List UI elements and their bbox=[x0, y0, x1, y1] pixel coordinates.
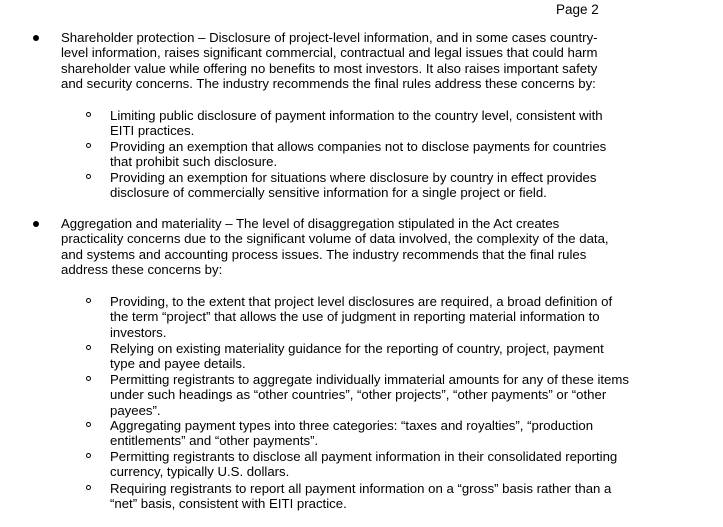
bullet-text: Aggregation and materiality – The level of disaggregation stipulated in the Act creates practicality concerns due to the significant volume of data involved, the complexity of the data, and systems and accounting process issues. The industry recommends that the final rules address these concerns by: bbox=[61, 216, 609, 278]
sub-bullet-circle-icon bbox=[86, 422, 91, 427]
sub-item-text: Requiring registrants to report all payment information on a “gross” basis rather than a “net” basis, consistent with EITI practice. bbox=[110, 481, 612, 512]
sub-bullet-circle-icon bbox=[86, 453, 91, 458]
bullet-disc-icon bbox=[33, 35, 39, 41]
sub-item-text: Providing, to the extent that project level disclosures are required, a broad definition of the term “project” that allows the use of judgment in reporting material information to investors. bbox=[110, 294, 613, 340]
bullet-disc-icon bbox=[33, 221, 39, 227]
sub-item-text: Aggregating payment types into three categories: “taxes and royalties”, “production entitlements” and “other payments”. bbox=[110, 418, 594, 449]
sub-bullet-circle-icon bbox=[86, 112, 91, 117]
sub-item-text: Permitting registrants to aggregate individually immaterial amounts for any of these items under such headings as “other countries”, “other projects”, “other payments” or “other payees”. bbox=[110, 372, 629, 418]
page-number: Page 2 bbox=[556, 2, 599, 17]
sub-item-text: Providing an exemption for situations where disclosure by country in effect provides disclosure of commercially sensitive information for a single project or field. bbox=[110, 170, 597, 201]
sub-bullet-circle-icon bbox=[86, 174, 91, 179]
sub-item-text: Permitting registrants to disclose all payment information in their consolidated reporting currency, typically U.S. dollars. bbox=[110, 449, 618, 480]
bullet-text: Shareholder protection – Disclosure of project-level information, and in some cases country-level information, raises significant commercial, contractual and legal issues that could harm shareholder value while offering no benefits to most investors. It also raises important safety and security concerns. The industry recommends the final rules address these concerns by: bbox=[61, 30, 598, 92]
sub-item-text: Providing an exemption that allows companies not to disclose payments for countries that prohibit such disclosure. bbox=[110, 139, 607, 170]
sub-bullet-circle-icon bbox=[86, 143, 91, 148]
sub-bullet-circle-icon bbox=[86, 298, 91, 303]
sub-bullet-circle-icon bbox=[86, 376, 91, 381]
sub-item-text: Relying on existing materiality guidance for the reporting of country, project, payment type and payee details. bbox=[110, 341, 604, 372]
sub-item-text: Limiting public disclosure of payment information to the country level, consistent with EITI practices. bbox=[110, 108, 603, 139]
sub-bullet-circle-icon bbox=[86, 485, 91, 490]
sub-bullet-circle-icon bbox=[86, 345, 91, 350]
